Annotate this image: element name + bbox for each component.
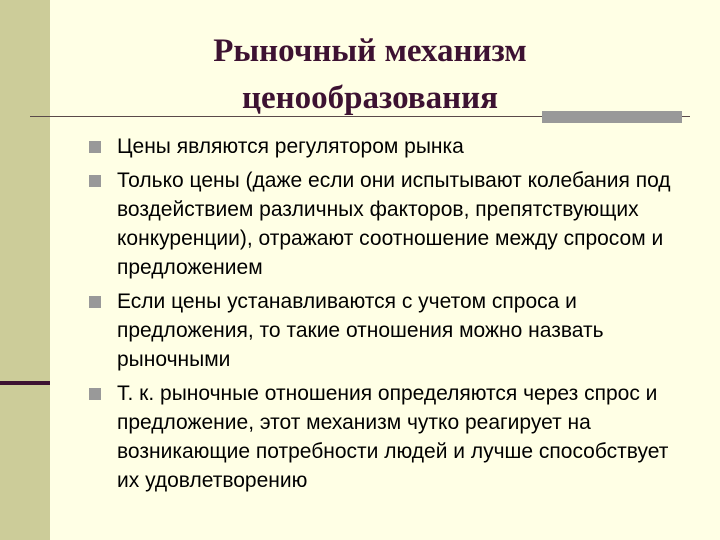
left-bar-accent-line	[0, 381, 50, 385]
slide-title-line-2: ценообразования	[242, 80, 498, 116]
bullet-text: Цены являются регулятором рынка	[117, 135, 464, 158]
title-divider-accent	[542, 111, 682, 123]
bullet-text: Т. к. рыночные отношения определяются через спрос и предложение, этот механизм чутко реагирует на возникающие потребности людей и лучше способствует их удовлетворению	[117, 382, 669, 492]
left-decorative-bar	[0, 0, 50, 540]
bullet-text: Только цены (даже если они испытывают колебания под воздействием различных факторов, препятствующих конкуренции), отражают соотношение между спросом и предложением	[117, 169, 671, 279]
bullet-item	[86, 132, 686, 161]
bullet-item	[86, 379, 686, 495]
slide-title	[90, 28, 650, 122]
square-bullet-icon	[89, 296, 101, 308]
bullet-item	[86, 166, 686, 282]
square-bullet-icon	[89, 141, 101, 153]
bullet-list	[86, 132, 686, 500]
square-bullet-icon	[89, 388, 101, 400]
bullet-text: Если цены устанавливаются с учетом спроса и предложения, то такие отношения можно назвать рыночными	[117, 290, 604, 371]
square-bullet-icon	[89, 175, 101, 187]
bullet-item	[86, 287, 686, 374]
slide-title-line-1: Рыночный механизм	[213, 33, 527, 69]
